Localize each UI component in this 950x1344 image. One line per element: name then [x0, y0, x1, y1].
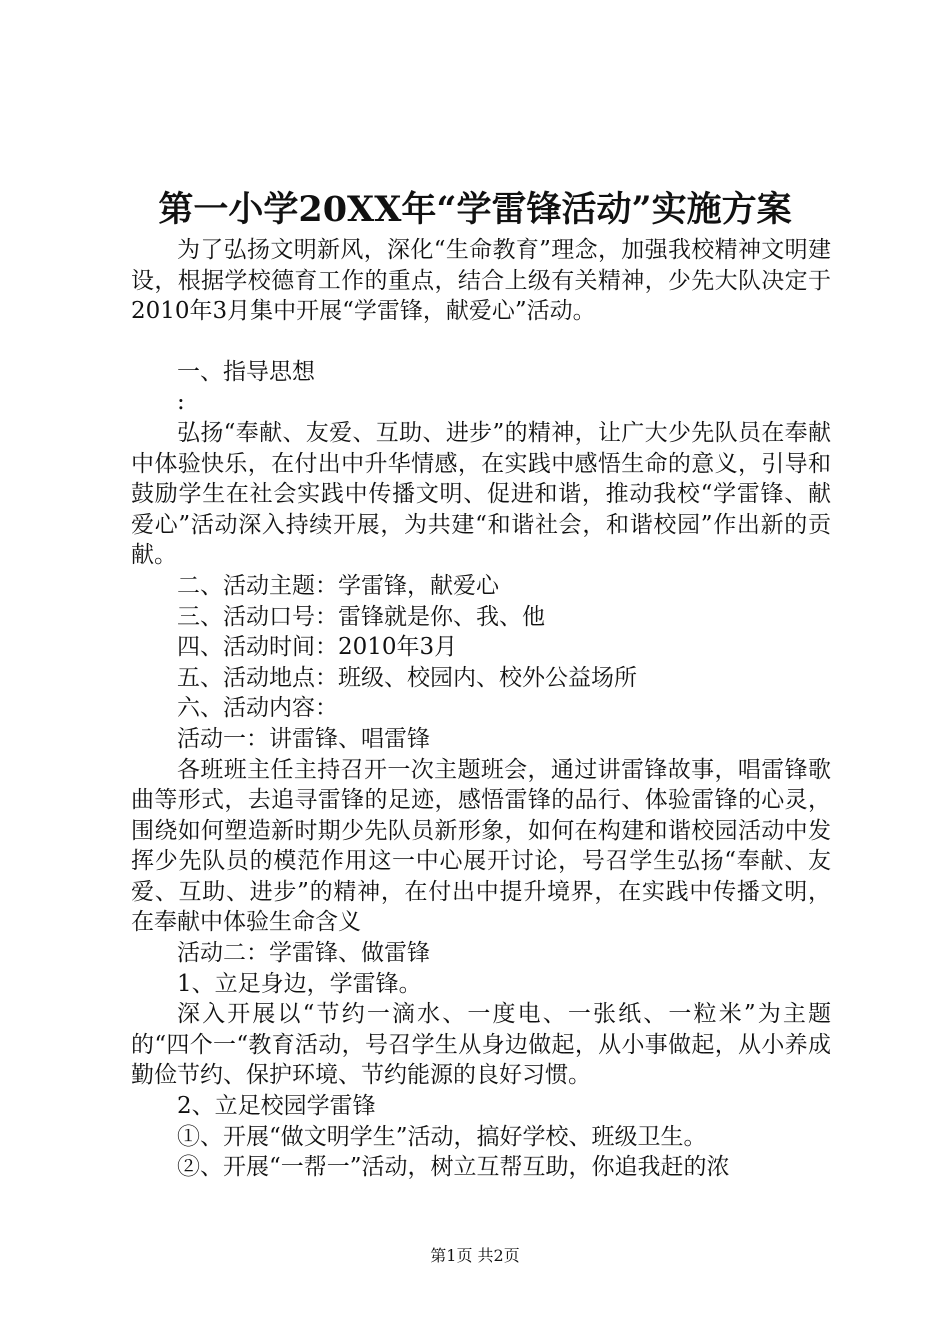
- item-two-point-two: ②、开展“一帮一”活动，树立互帮互助，你追我赶的浓: [177, 1154, 730, 1181]
- activity-two-heading: 活动二：学雷锋、做雷锋: [177, 940, 430, 967]
- activity-one-heading: 活动一：讲雷锋、唱雷锋: [177, 725, 430, 752]
- document-body: [131, 235, 831, 1183]
- activity-one-paragraph: 各班班主任主持召开一次主题班会，通过讲雷锋故事，唱雷锋歌曲等形式，去追寻雷锋的足迹，感悟雷锋的品行、体验雷锋的心灵，围绕如何塑造新时期少先队员新形象，如何在构建和谐校园活动中发挥少先队员的模范作用这一中心展开讨论，号召学生弘扬“奉献、友爱、互助、进步”的精神，在付出中提升境界，在实践中传播文明，在奉献中体验生命含义: [131, 756, 831, 936]
- item-two-point-one: ①、开展“做文明学生”活动，搞好学校、班级卫生。: [177, 1123, 707, 1150]
- section-theme: 二、活动主题：学雷锋，献爱心: [177, 572, 499, 599]
- section-colon: :: [177, 389, 185, 416]
- section-content: 六、活动内容：: [177, 695, 338, 722]
- section-slogan: 三、活动口号：雷锋就是你、我、他: [177, 603, 545, 630]
- intro-paragraph: 为了弘扬文明新风，深化“生命教育”理念，加强我校精神文明建设，根据学校德育工作的重点，结合上级有关精神，少先大队决定于2010年3月集中开展“学雷锋，献爱心”活动。: [131, 237, 831, 325]
- page-title: 第一小学20XX年“学雷锋活动”实施方案: [158, 189, 792, 230]
- item-two-heading: 2、立足校园学雷锋: [177, 1093, 376, 1120]
- section-time: 四、活动时间：2010年3月: [177, 634, 458, 661]
- guiding-thought-paragraph: 弘扬“奉献、友爱、互助、进步”的精神，让广大少先队员在奉献中体验快乐，在付出中升华情感，在实践中感悟生命的意义，引导和鼓励学生在社会实践中传播文明、促进和谐，推动我校“学雷锋、献爱心”活动深入持续开展，为共建“和谐社会，和谐校园”作出新的贡献。: [131, 419, 831, 569]
- paragraph-gap: [131, 327, 831, 357]
- section-location: 五、活动地点：班级、校园内、校外公益场所: [177, 664, 637, 691]
- page-number-footer: 第1页 共2页: [430, 1246, 520, 1265]
- item-one-paragraph: 深入开展以“节约一滴水、一度电、一张纸、一粒米”为主题的“四个一“教育活动，号召学生从身边做起，从小事做起，从小养成勤俭节约、保护环境、节约能源的良好习惯。: [131, 1001, 831, 1089]
- item-one-heading: 1、立足身边，学雷锋。: [177, 970, 422, 997]
- section-heading-guiding-thought: 一、指导思想: [177, 358, 315, 385]
